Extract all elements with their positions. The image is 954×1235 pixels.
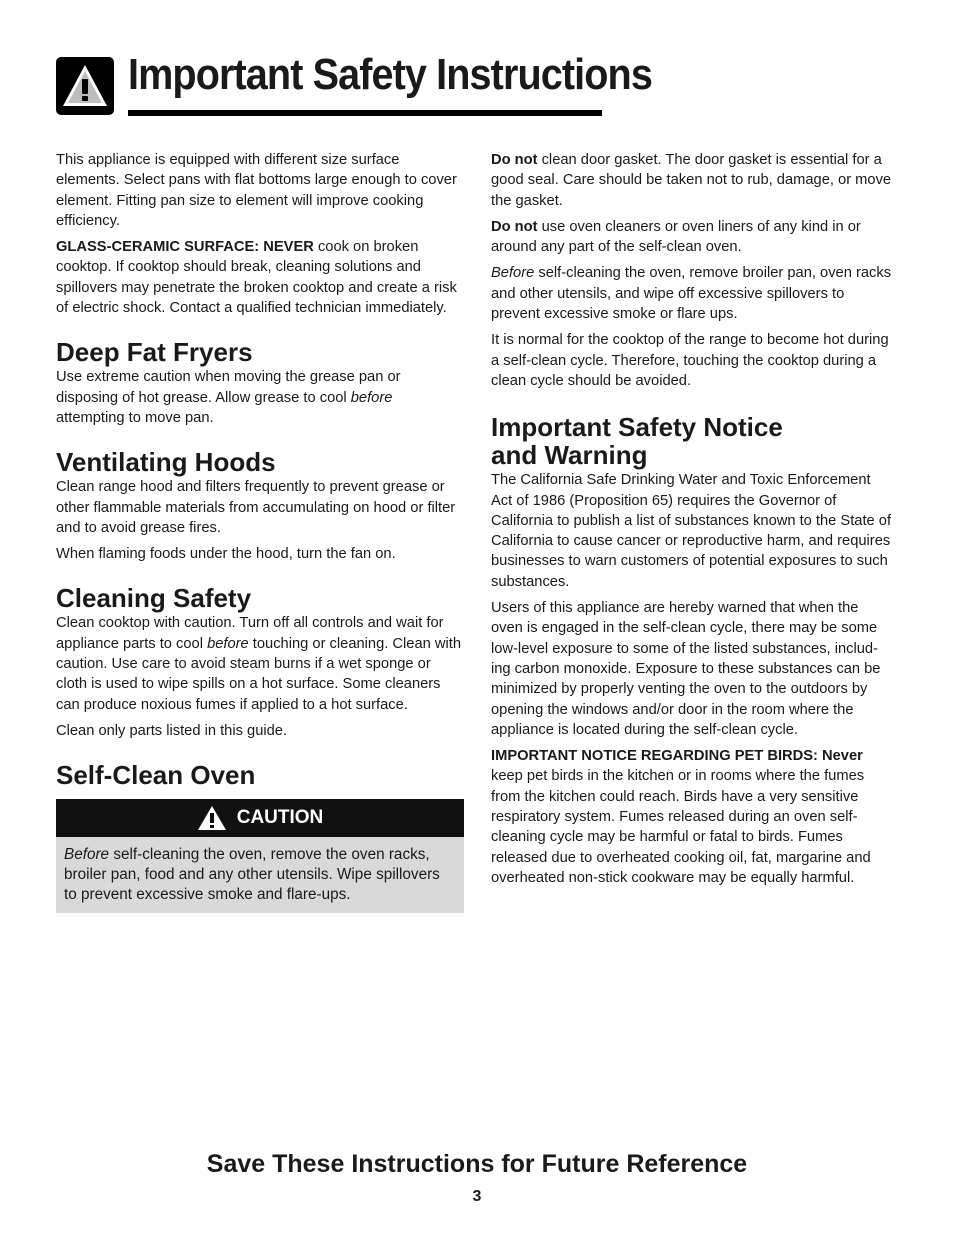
oven-cleaners-text: use oven cleaners or oven liners of any kind in or around any part of the self-clean oven.	[491, 218, 861, 256]
cleaning-safety-heading: Cleaning Safety	[56, 583, 252, 614]
footer-title: Save These Instructions for Future Reference	[206, 1150, 748, 1178]
glass-ceramic-paragraph	[56, 237, 464, 318]
users-warned-paragraph: Users of this appliance are hereby warned that when the oven is engaged in the self-clean cycle, there may be some low-level exposure to some of the listed substances, includ-ing carbon monoxide. Exposure to these substances can be minimized by properly venting the oven to the outdoors by opening the windows and/or door in the room where the appliance is located during the self-clean cycle.	[491, 600, 881, 738]
self-clean-oven-heading: Self-Clean Oven	[56, 760, 256, 791]
deep-fat-fryers-heading: Deep Fat Fryers	[56, 337, 253, 368]
deep-fat-italic: before	[350, 389, 393, 406]
pet-birds-paragraph	[491, 746, 893, 888]
oven-cleaners-lead: Do not	[491, 218, 538, 235]
left-column	[56, 150, 464, 913]
gasket-lead: Do not	[491, 152, 538, 168]
before-text: self-cleaning the oven, remove broiler pan, oven racks and other utensils, and wipe off excessive spillovers to prevent excessive smoke or flare ups.	[491, 265, 892, 323]
ventilating-hoods-heading: Ventilating Hoods	[56, 447, 276, 478]
warning-triangle-icon	[56, 57, 114, 115]
deep-fat-text-1: Use extreme caution when moving the grease pan or disposing of hot grease. Allow grease to cool	[56, 369, 401, 406]
page-title: Important Safety Instructions	[128, 50, 652, 99]
safety-notice-heading-line1: Important Safety Notice	[491, 412, 783, 443]
title-underline	[128, 110, 602, 116]
glass-ceramic-lead: GLASS-CERAMIC SURFACE: NEVER	[56, 239, 314, 256]
safety-notice-heading	[491, 413, 893, 469]
glass-ceramic-text: cook on broken cooktop. If cooktop should break, cleaning solutions and spillovers may penetrate the broken cooktop and create a risk of electric shock. Contact a qualified technician immediately.	[56, 239, 457, 317]
ventilating-paragraph-2: When flaming foods under the hood, turn the fan on.	[56, 546, 396, 563]
deep-fat-fryers-paragraph	[56, 367, 464, 428]
caution-banner	[56, 799, 464, 837]
gasket-paragraph	[491, 150, 893, 211]
cleaning-text-2: touching or cleaning. Clean with caution. Use care to avoid steam burns if a wet sponge or cloth is used to wipe spills on a hot surface. Some cleaners can produce noxious fumes if applied to a hot surface.	[56, 635, 461, 713]
oven-cleaners-paragraph	[491, 217, 893, 258]
pet-birds-text: keep pet birds in the kitchen or in rooms where the fumes from the kitchen could reach. Birds have a very sensitive respiratory system. Fumes released during an oven self-cleaning cycle may be harmful or fatal to birds. Fumes released due to overheated cooking oil, fat, margarine and overheated non-stick cookware may be equally harmful.	[491, 768, 871, 886]
right-column	[491, 150, 893, 894]
caution-italic: Before	[64, 846, 110, 864]
before-italic: Before	[491, 265, 535, 282]
before-self-cleaning-paragraph	[491, 263, 893, 324]
pet-birds-lead: IMPORTANT NOTICE REGARDING PET BIRDS: Never	[491, 748, 863, 765]
caution-label: CAUTION	[236, 807, 324, 829]
proposition-65-paragraph: The California Safe Drinking Water and Toxic Enforcement Act of 1986 (Proposition 65) requires the Governor of California to publish a list of substances known to the State of California to cause cancer or reproductive harm, and requires businesses to warn customers of potential exposures to such substances.	[491, 472, 892, 590]
deep-fat-text-2: attempting to move pan.	[56, 409, 214, 426]
page-header	[56, 50, 652, 118]
cleaning-paragraph-2: Clean only parts listed in this guide.	[56, 722, 288, 739]
page-number: 3	[472, 1188, 482, 1205]
safety-notice-heading-line2: and Warning	[491, 440, 648, 471]
caution-triangle-icon	[197, 805, 227, 831]
gasket-text: clean door gasket. The door gasket is essential for a good seal. Care should be taken not to rub, damage, or move the gasket.	[491, 152, 892, 209]
cleaning-paragraph-1	[56, 613, 464, 714]
cleaning-text-1: Clean cooktop with caution. Turn off all controls and wait for appliance parts to cool	[56, 615, 444, 652]
cooktop-hot-paragraph: It is normal for the cooktop of the range to become hot during a self-clean cycle. Therefore, touching the cooktop during a clean cycle should be avoided.	[491, 332, 889, 389]
caution-text: self-cleaning the oven, remove the oven racks, broiler pan, food and any other utensils. Wipe spillovers to prevent excessive smoke and flare-ups.	[64, 846, 440, 904]
ventilating-paragraph-1: Clean range hood and filters frequently to prevent grease or other flammable materials from accumulating on hood or filter and to avoid grease fires.	[56, 479, 456, 536]
intro-paragraph: This appliance is equipped with different size surface elements. Select pans with flat bottoms large enough to cover element. Fitting pan size to element will improve cooking efficiency.	[56, 152, 457, 229]
cleaning-italic: before	[207, 635, 249, 652]
caution-body	[56, 837, 464, 913]
